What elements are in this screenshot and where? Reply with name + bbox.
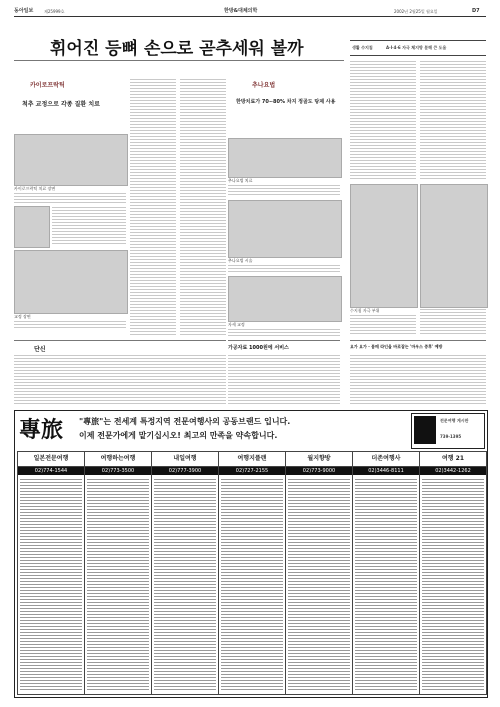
ad-board-title: 전문여행 게시판: [440, 418, 469, 423]
agency-phone: 02)773-9000: [286, 467, 352, 475]
agency-listings: [154, 478, 216, 692]
middle-box-rule: [228, 340, 340, 341]
agency-listings: [87, 478, 149, 692]
agency-column: [285, 451, 353, 695]
page-number: D7: [472, 8, 480, 14]
page-header: [14, 6, 486, 17]
agency-listings: [355, 478, 417, 692]
right-photo-1: [350, 184, 418, 308]
left-subtitle: 척추 교정으로 각종 질환 치료: [22, 101, 100, 108]
agency-name: 더존여행사: [353, 452, 419, 467]
right-caption-text-2: [420, 308, 486, 334]
agency-name: 내일여행: [152, 452, 218, 467]
middle-box: [228, 344, 340, 404]
right-article-header: [350, 40, 486, 56]
left-caption-text-3: [14, 320, 126, 330]
right-body-b: [420, 60, 486, 180]
left-body-b: [180, 78, 226, 336]
agency-column: [84, 451, 152, 695]
right-box-text: [350, 354, 486, 404]
middle-box-tag: 가공자료 1000원에 서비스: [228, 345, 289, 351]
right-caption-text-1: [350, 314, 416, 334]
agency-listings: [20, 478, 82, 692]
right-tag: 생활 수지침: [352, 45, 373, 50]
right-title: A·I·4·6 자극 체지방 분해 큰 도움: [386, 45, 447, 50]
agency-name: 여행 21: [420, 452, 486, 467]
agency-name: 일본전문여행: [18, 452, 84, 467]
middle-box-text: [228, 354, 340, 404]
agency-listings: [422, 478, 484, 692]
agency-column: [419, 451, 487, 695]
issue-date: 2002년 2월25일 월요일: [394, 9, 438, 14]
ad-board-box: [411, 413, 485, 449]
ad-line-1: "專旅"는 전세계 특정지역 전문여행사의 공동브랜드 입니다.: [79, 417, 291, 426]
agency-column: [151, 451, 219, 695]
agency-phone: 02)3446-8111: [353, 467, 419, 475]
left-tag: 카이로프락틱: [30, 82, 65, 89]
agency-listings: [221, 478, 283, 692]
right-photo-2: [420, 184, 488, 308]
middle-subtitle: 한방치료가 70∼80% 차지 정골도 탕제 사용: [236, 99, 336, 105]
right-caption-1: 수지침 자극 부위: [350, 308, 380, 313]
agency-listings: [288, 478, 350, 692]
headline: 휘어진 등뼈 손으로 곧추세워 볼까: [50, 39, 304, 59]
ad-board-logo: [414, 416, 436, 444]
middle-caption-text-3: [228, 328, 340, 338]
middle-photo-3: [228, 276, 342, 322]
agency-column: [17, 451, 85, 695]
left-box-tag: 단신: [34, 346, 46, 353]
middle-caption-text-1: [228, 184, 340, 196]
right-box-rule: [350, 340, 486, 341]
ad-board-tel: 739-1395: [440, 434, 462, 439]
left-box-rule: [14, 340, 226, 341]
middle-caption-3: 자세 교정: [228, 322, 245, 327]
left-photo-2: [14, 206, 50, 248]
middle-caption-1: 추나요법 치료: [228, 178, 253, 183]
middle-caption-text-2: [228, 264, 340, 274]
agency-phone: 02)773-3500: [85, 467, 151, 475]
left-photo-1: [14, 134, 128, 186]
right-body-a: [350, 60, 416, 180]
ad-brand-logo: 專旅: [19, 417, 64, 443]
left-box-text: [14, 354, 226, 404]
paper-name: 동아일보: [14, 8, 34, 14]
left-box: [14, 344, 226, 404]
agency-phone: 02)3442-1262: [420, 467, 486, 475]
ad-line-2: 이제 전문가에게 맡기십시오! 최고의 만족을 약속합니다.: [79, 431, 278, 440]
middle-photo-1: [228, 138, 342, 178]
agency-name: 여행하는여행: [85, 452, 151, 467]
middle-caption-2: 추나요법 시술: [228, 258, 253, 263]
right-box: [350, 344, 486, 404]
right-box-tag: 요가 요가 · 몸매 라인을 바로잡는 '마우스 증후' 예방: [350, 344, 443, 349]
agency-phone: 02)727-2155: [219, 467, 285, 475]
agency-column: [352, 451, 420, 695]
middle-photo-2: [228, 200, 342, 258]
left-caption-text-2: [52, 206, 126, 246]
left-caption-1: 카이로프락틱 치료 장면: [14, 186, 56, 191]
left-caption-text-1: [14, 192, 126, 204]
middle-tag: 추나요법: [252, 82, 276, 89]
left-photo-3: [14, 250, 128, 314]
agency-column: [218, 451, 286, 695]
issue-number: 제25999호: [44, 9, 65, 14]
headline-rule: [14, 60, 344, 61]
agency-name: 여행지플랜: [219, 452, 285, 467]
travel-ad: [14, 410, 488, 698]
left-caption-3: 교정 장면: [14, 314, 31, 319]
agency-phone: 02)777-3900: [152, 467, 218, 475]
section-title: 한방&대체의학: [224, 8, 258, 14]
agency-phone: 02)774-1544: [18, 467, 84, 475]
agency-name: 월지향방: [286, 452, 352, 467]
left-body-a: [130, 78, 176, 336]
